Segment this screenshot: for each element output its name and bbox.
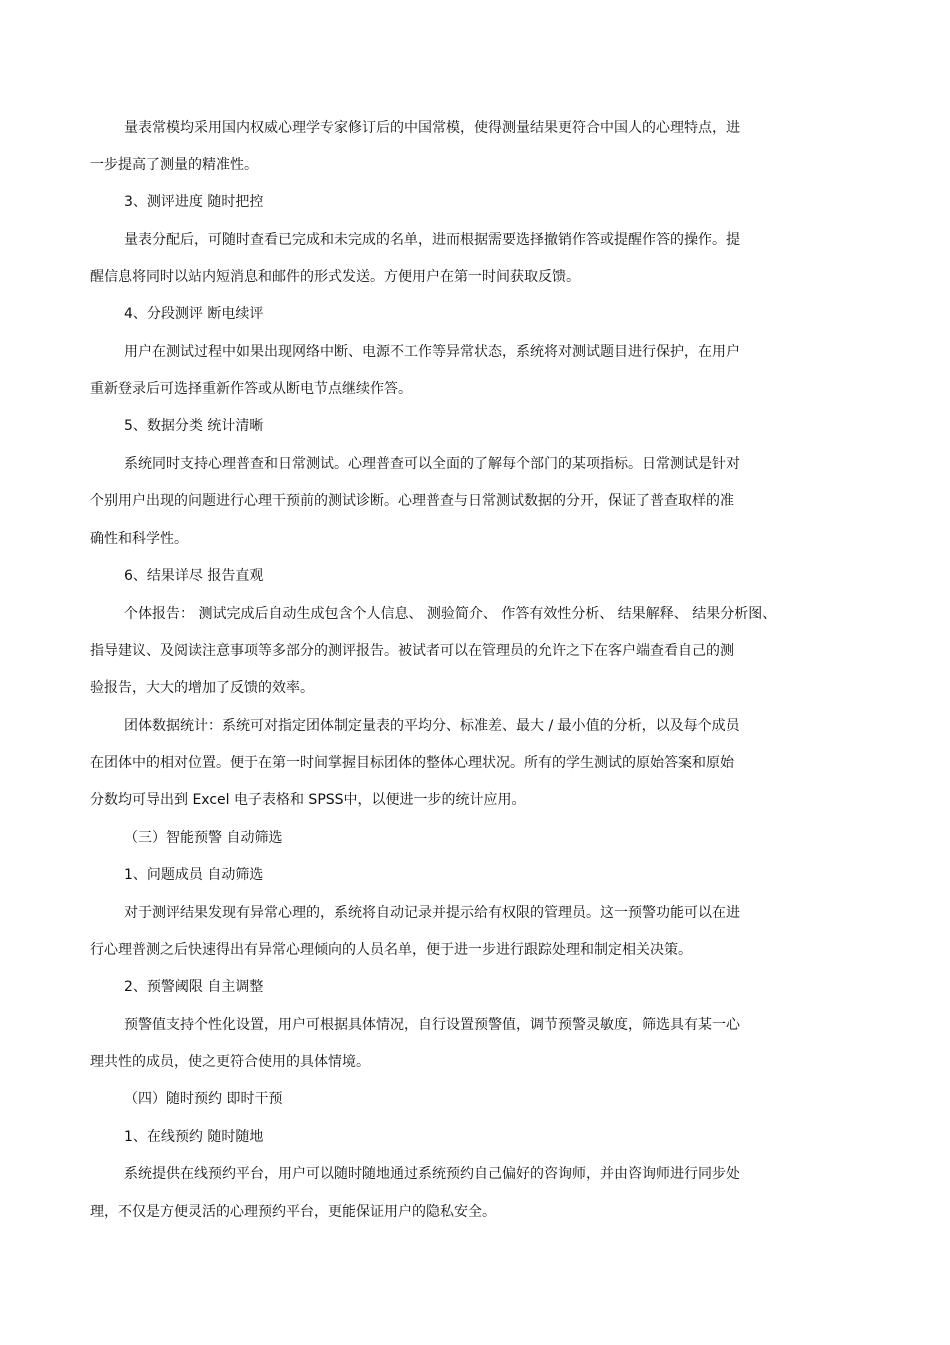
paragraph-line: 一步提高了测量的精准性。 [90,157,258,173]
section-heading: 3、测评进度 随时把控 [124,194,264,210]
section-heading: 2、预警阈限 自主调整 [124,979,264,995]
paragraph-line: 个别用户出现的问题进行心理干预前的测试诊断。心理普查与日常测试数据的分开，保证了普查取样的准 [90,493,734,509]
section-heading: 5、数据分类 统计清晰 [124,418,264,434]
paragraph-line: 量表分配后，可随时查看已完成和未完成的名单，进而根据需要选择撤销作答或提醒作答的操作。提 [124,232,740,248]
paragraph-line: 用户在测试过程中如果出现网络中断、电源不工作等异常状态，系统将对测试题目进行保护，在用户 [124,344,740,360]
section-heading: （三）智能预警 自动筛选 [124,830,283,846]
paragraph-line: 验报告，大大的增加了反馈的效率。 [90,680,314,696]
paragraph-line: 行心理普测之后快速得出有异常心理倾向的人员名单，便于进一步进行跟踪处理和制定相关决策。 [90,942,692,958]
paragraph-line: 在团体中的相对位置。便于在第一时间掌握目标团体的整体心理状况。所有的学生测试的原始答案和原始 [90,755,734,771]
paragraph-line: 理共性的成员，使之更符合使用的具体情境。 [90,1054,370,1070]
paragraph-line: 个体报告： 测试完成后自动生成包含个人信息、 测验简介、 作答有效性分析、 结果解释、 结果分析图、 [124,606,777,622]
section-heading: 1、问题成员 自动筛选 [124,867,264,883]
paragraph-line: 对于测评结果发现有异常心理的，系统将自动记录并提示给有权限的管理员。这一预警功能可以在进 [124,905,740,921]
paragraph-line: 醒信息将同时以站内短消息和邮件的形式发送。方便用户在第一时间获取反馈。 [90,269,580,285]
paragraph-line: 理，不仅是方便灵活的心理预约平台，更能保证用户的隐私安全。 [90,1204,496,1220]
paragraph-line: 分数均可导出到 Excel 电子表格和 SPSS中，以便进一步的统计应用。 [90,792,526,808]
paragraph-line: 确性和科学性。 [90,531,188,547]
paragraph-line: 系统提供在线预约平台，用户可以随时随地通过系统预约自己偏好的咨询师，并由咨询师进行同步处 [124,1166,740,1182]
section-heading: 4、分段测评 断电续评 [124,306,264,322]
paragraph-line: 指导建议、及阅读注意事项等多部分的测评报告。被试者可以在管理员的允许之下在客户端查看自己的测 [90,643,734,659]
section-heading: 1、在线预约 随时随地 [124,1129,264,1145]
paragraph-line: 量表常模均采用国内权威心理学专家修订后的中国常模，使得测量结果更符合中国人的心理特点，进 [124,120,740,136]
paragraph-line: 团体数据统计：系统可对指定团体制定量表的平均分、标准差、最大 / 最小值的分析，以及每个成员 [124,718,740,734]
paragraph-line: 系统同时支持心理普查和日常测试。心理普查可以全面的了解每个部门的某项指标。日常测试是针对 [124,456,740,472]
paragraph-line: 预警值支持个性化设置，用户可根据具体情况，自行设置预警值，调节预警灵敏度，筛选具有某一心 [124,1017,740,1033]
section-heading: 6、结果详尽 报告直观 [124,568,264,584]
paragraph-line: 重新登录后可选择重新作答或从断电节点继续作答。 [90,381,412,397]
section-heading: （四）随时预约 即时干预 [124,1091,283,1107]
